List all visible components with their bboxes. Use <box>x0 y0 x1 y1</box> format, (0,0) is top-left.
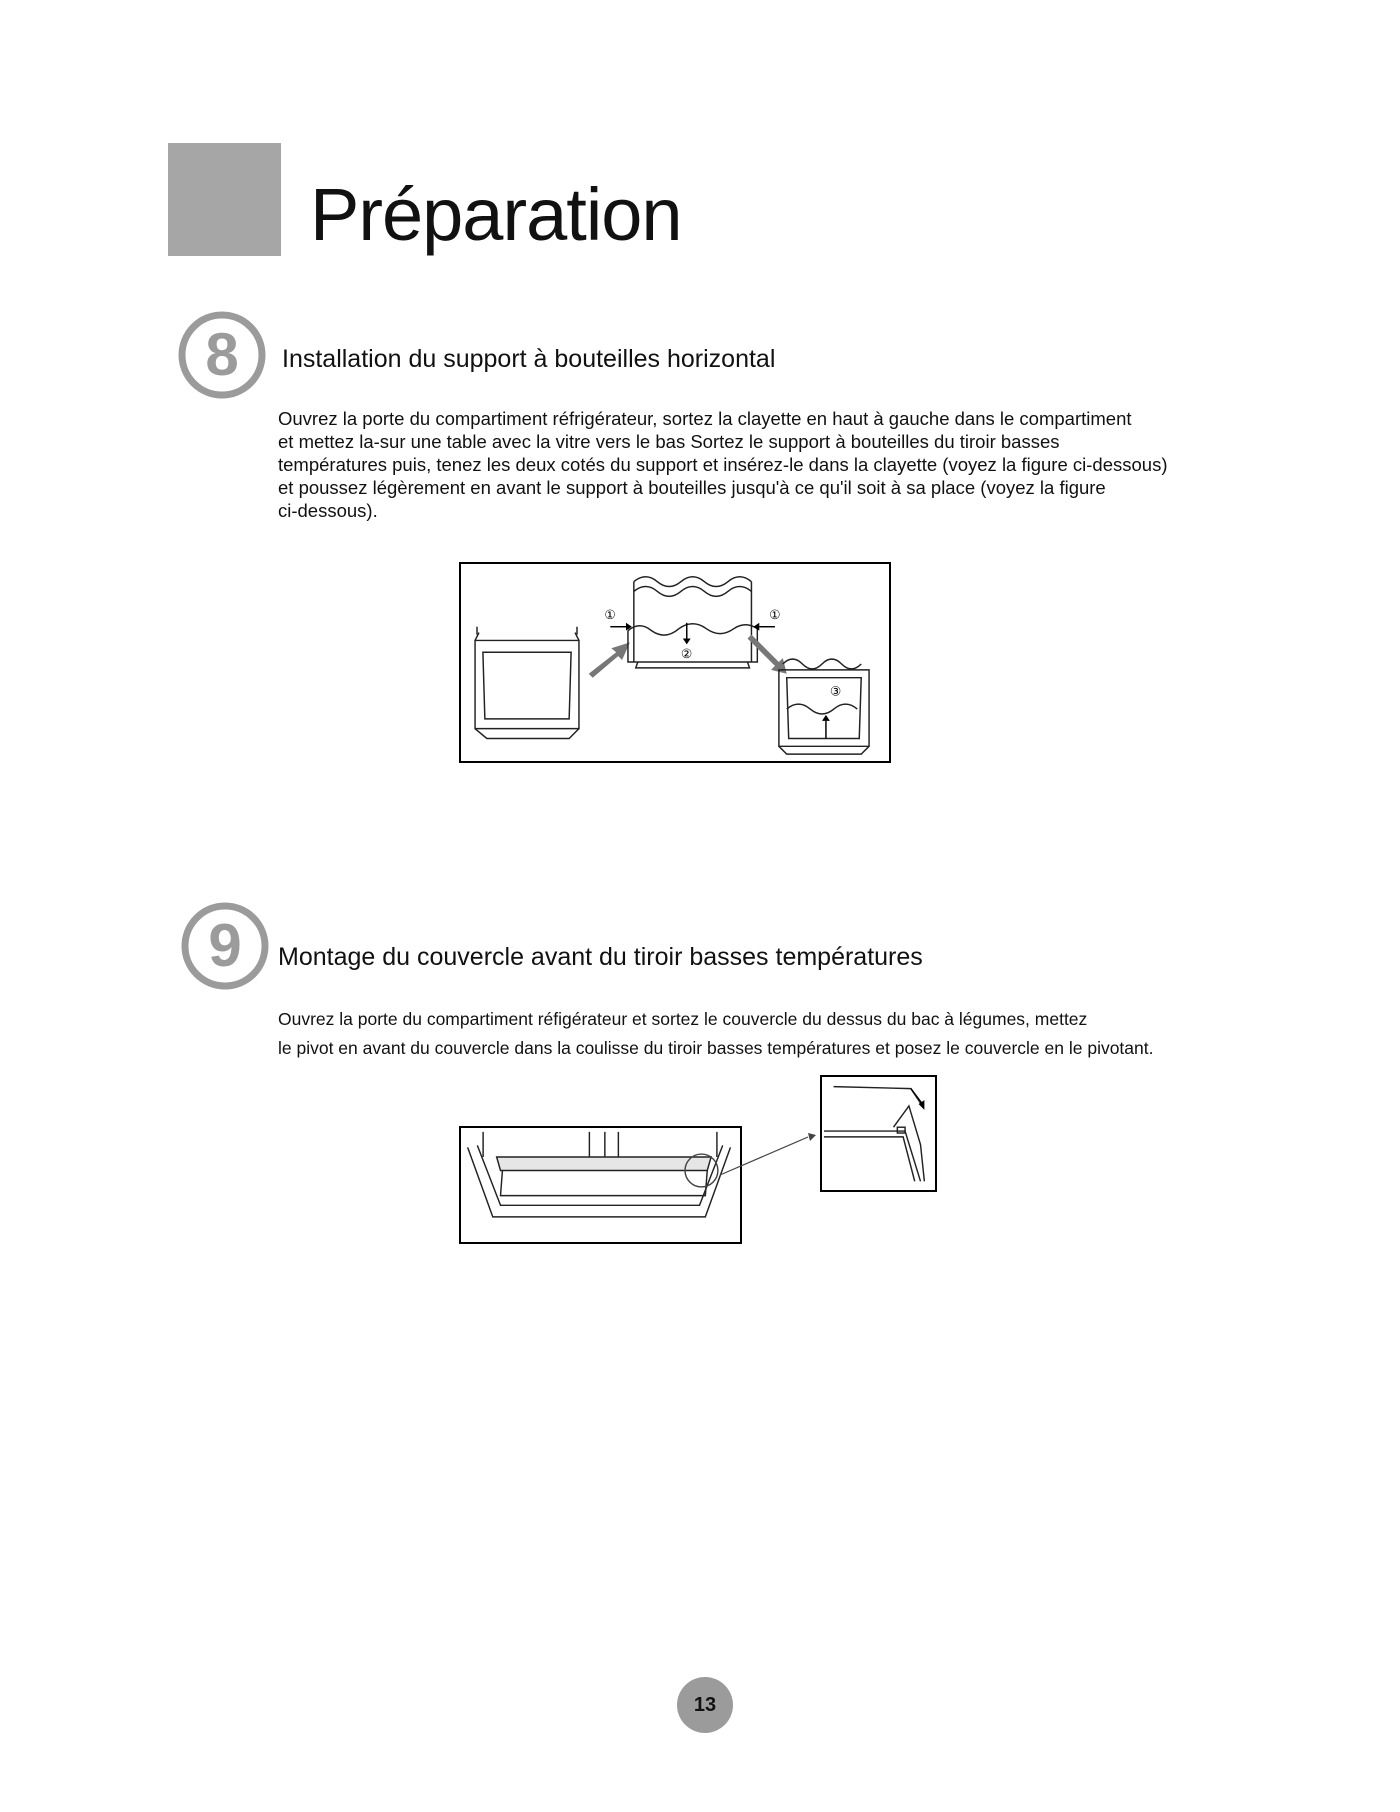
step-9-number: 9 <box>208 912 242 979</box>
page-title: Préparation <box>310 173 682 256</box>
assembled-shelf-drawing <box>779 659 869 754</box>
shelf-drawing <box>475 627 579 739</box>
step-9-heading: Montage du couvercle avant du tiroir basses températures <box>278 943 923 971</box>
step-8-line: Ouvrez la porte du compartiment réfrigérateur, sortez la clayette en haut à gauche dans le compartiment <box>278 408 1132 429</box>
drawer-cover-illustration <box>461 1128 740 1242</box>
bottle-rack-illustration <box>461 564 889 761</box>
arrow-right-up-icon <box>589 642 630 677</box>
bottle-rack-drawing <box>628 577 757 668</box>
step-9-text <box>278 1005 1154 1063</box>
step-9-line: Ouvrez la porte du compartiment réfigérateur et sortez le couvercle du dessus du bac à légumes, mettez <box>278 1009 1088 1029</box>
step-8-line: ci-dessous). <box>278 500 378 521</box>
step-8-number-icon <box>178 311 266 399</box>
pivot-detail-figure <box>820 1075 937 1192</box>
label-side-right: ① <box>769 607 781 623</box>
detail-pointer-arrow-icon <box>718 1127 818 1177</box>
arrow-right-down-icon <box>748 635 787 674</box>
step-8-number: 8 <box>205 321 239 388</box>
pivot-detail-illustration <box>822 1077 935 1190</box>
step-8-line: températures puis, tenez les deux cotés du support et insérez-le dans la clayette (voyez la figure ci-dessous) <box>278 454 1168 475</box>
step-9-number-icon <box>181 902 269 990</box>
drawer-drawing <box>468 1132 731 1217</box>
step-8-line: et poussez légèrement en avant le support à bouteilles jusqu'à ce qu'il soit à sa place (voyez la figure <box>278 477 1106 498</box>
step-9-line: le pivot en avant du couvercle dans la coulisse du tiroir basses températures et posez le couvercle en le pivotant. <box>278 1038 1154 1058</box>
section-gray-block <box>168 143 281 256</box>
drawer-cover-figure <box>459 1126 742 1244</box>
step-8-heading: Installation du support à bouteilles horizontal <box>282 345 776 373</box>
label-down: ② <box>680 647 693 663</box>
page-number-badge: 13 <box>677 1677 733 1733</box>
bottle-rack-figure <box>459 562 891 763</box>
step-8-line: et mettez la-sur une table avec la vitre vers le bas Sortez le support à bouteilles du tiroir basses <box>278 431 1060 452</box>
label-up: ③ <box>829 684 842 700</box>
label-side-left: ① <box>604 607 616 623</box>
step-8-text <box>278 407 1167 522</box>
